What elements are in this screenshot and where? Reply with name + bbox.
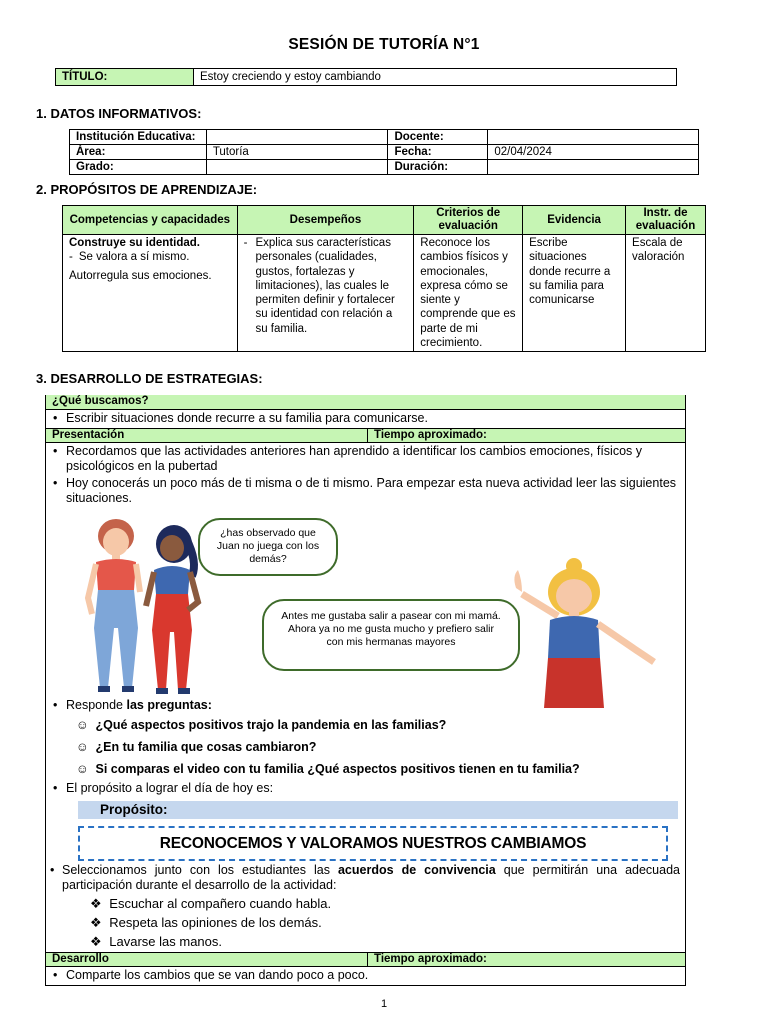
question-item — [76, 762, 580, 777]
que-buscamos-item: Escribir situaciones donde recurre a su familia para comunicarse. — [66, 411, 428, 425]
question-item — [76, 740, 316, 755]
que-buscamos-band — [46, 395, 685, 410]
diamond-icon: ❖ — [90, 915, 102, 930]
datos-label: Área: — [70, 145, 207, 160]
girl-illustration — [508, 558, 668, 708]
presentacion-text-1: Recordamos que las actividades anteriores han aprendido a identificar los cambios emociones, físicos y psicológicos en la pubertad — [66, 444, 642, 473]
instrumento-cell: Escala de valoración — [626, 235, 706, 352]
tiempo-label: Tiempo aproximado: — [367, 952, 487, 967]
header-instrumento: Instr. de evaluación — [626, 206, 706, 235]
acuerdo-item — [90, 915, 322, 930]
capacidad-1: Se valora a sí mismo. — [78, 251, 190, 264]
datos-label: Duración: — [388, 160, 488, 175]
header-criterios: Criterios de evaluación — [414, 206, 523, 235]
datos-value: Tutoría — [206, 145, 388, 160]
speech-bubble-1-text: ¿has observado que Juan no juega con los demás? — [216, 527, 320, 565]
speech-bubble-1 — [198, 518, 338, 576]
datos-value — [206, 130, 388, 145]
datos-row — [70, 130, 699, 145]
proposito-bar — [78, 801, 678, 819]
presentacion-label: Presentación — [52, 429, 125, 441]
smiley-icon: ☺ — [76, 718, 89, 732]
datos-value — [206, 160, 388, 175]
section-2-heading: 2. PROPÓSITOS DE APRENDIZAJE: — [36, 182, 258, 197]
speech-bubble-2 — [262, 599, 520, 671]
document-title: SESIÓN DE TUTORÍA N°1 — [288, 36, 480, 53]
datos-value: 02/04/2024 — [488, 145, 699, 160]
dash-bullet: - — [243, 237, 248, 249]
desarrollo-item: Comparte los cambios que se van dando poco a poco. — [66, 968, 369, 982]
proposito-intro: El propósito a lograr el día de hoy es: — [66, 781, 274, 795]
diamond-icon: ❖ — [90, 934, 102, 949]
list-item — [50, 863, 680, 893]
bullet-dot: • — [53, 411, 58, 425]
acuerdos-intro — [50, 863, 680, 893]
desempeno-text: Explica sus características personales (cualidades, gustos, fortalezas y limitaciones), las cuales le permiten definir y fortalecer su identidad con relación a su familia. — [255, 237, 395, 335]
datos-label: Fecha: — [388, 145, 488, 160]
criterio-cell: Reconoce los cambios físicos y emocionales, expresa cómo se siente y comprende que es parte de mi crecimiento. — [414, 235, 523, 352]
header-evidencia: Evidencia — [523, 206, 626, 235]
responde-plain: Responde — [66, 698, 127, 712]
titulo-table — [55, 68, 677, 86]
desempeno-cell — [237, 235, 414, 352]
header-desempenos: Desempeños — [237, 206, 414, 235]
desarrollo-band — [46, 952, 685, 967]
speech-bubble-2-text: Antes me gustaba salir a pasear con mi mamá. Ahora ya no me gusta mucho y prefiero salir con mis hermanas mayores — [281, 610, 501, 648]
responde-text — [53, 698, 681, 713]
presentacion-band — [46, 428, 685, 443]
capacidad-2: Autorregula sus emociones. — [69, 269, 212, 282]
acuerdo-item — [90, 934, 222, 949]
list-item — [53, 698, 681, 713]
datos-label: Docente: — [388, 130, 488, 145]
question-text: ¿Qué aspectos positivos trajo la pandemia en las familias? — [95, 718, 447, 732]
proposito-text: RECONOCEMOS Y VALORAMOS NUESTROS CAMBIAMOS — [159, 835, 587, 852]
titulo-label: TÍTULO: — [56, 69, 194, 86]
presentacion-text-2: Hoy conocerás un poco más de ti misma o de ti mismo. Para empezar esta nueva actividad leer las siguientes situaciones. — [66, 476, 677, 505]
bullet-dot: • — [53, 781, 58, 795]
list-item — [53, 968, 681, 983]
smiley-icon: ☺ — [76, 762, 89, 776]
responde-bold: las preguntas: — [126, 698, 212, 712]
question-text: ¿En tu familia que cosas cambiaron? — [95, 740, 317, 754]
page-number: 1 — [380, 998, 388, 1010]
list-item — [53, 476, 681, 506]
bullet-dot: • — [53, 698, 58, 712]
dash-bullet: - — [69, 251, 73, 264]
section-3-heading: 3. DESARROLLO DE ESTRATEGIAS: — [36, 371, 263, 386]
list-item — [53, 781, 681, 796]
acuerdo-text: Lavarse las manos. — [109, 934, 223, 949]
question-item — [76, 718, 446, 733]
competencia-title: Construye su identidad. — [69, 237, 200, 249]
diamond-icon: ❖ — [90, 896, 102, 911]
bullet-dot: • — [53, 476, 58, 490]
students-illustration — [74, 518, 214, 700]
bullet-dot: • — [53, 968, 58, 982]
datos-value — [488, 160, 699, 175]
bullet-dot: • — [50, 863, 55, 877]
acuerdo-item — [90, 896, 331, 911]
acuerdos-post: que permitirán una adecuada participación durante el desarrollo de la actividad: — [62, 863, 680, 892]
que-buscamos-label: ¿Qué buscamos? — [52, 395, 149, 407]
bullet-dot: • — [53, 444, 58, 458]
header-competencias: Competencias y capacidades — [63, 206, 238, 235]
acuerdos-bold: acuerdos de convivencia — [337, 863, 496, 877]
acuerdo-text: Escuchar al compañero cuando habla. — [109, 896, 332, 911]
tiempo-label: Tiempo aproximado: — [367, 428, 487, 443]
datos-label: Grado: — [70, 160, 207, 175]
evidencia-cell: Escribe situaciones donde recurre a su familia para comunicarse — [523, 235, 626, 352]
datos-label: Institución Educativa: — [70, 130, 207, 145]
list-item — [53, 411, 683, 426]
desarrollo-label: Desarrollo — [52, 953, 109, 965]
titulo-value: Estoy creciendo y estoy cambiando — [194, 69, 677, 86]
section-1-heading: 1. DATOS INFORMATIVOS: — [36, 106, 202, 121]
datos-row — [70, 160, 699, 175]
competencia-cell — [63, 235, 238, 352]
estrategias-box — [45, 395, 686, 986]
proposito-box — [78, 826, 668, 861]
acuerdo-text: Respeta las opiniones de los demás. — [109, 915, 322, 930]
list-item — [53, 444, 681, 474]
acuerdos-pre: Seleccionamos junto con los estudiantes las — [62, 863, 338, 877]
proposito-label: Propósito: — [100, 802, 168, 817]
datos-value — [488, 130, 699, 145]
propositos-table — [62, 205, 706, 352]
question-text: Si comparas el video con tu familia ¿Qué aspectos positivos tienen en tu familia? — [95, 762, 580, 776]
datos-informativos-table — [69, 129, 699, 175]
datos-row — [70, 145, 699, 160]
smiley-icon: ☺ — [76, 740, 89, 754]
